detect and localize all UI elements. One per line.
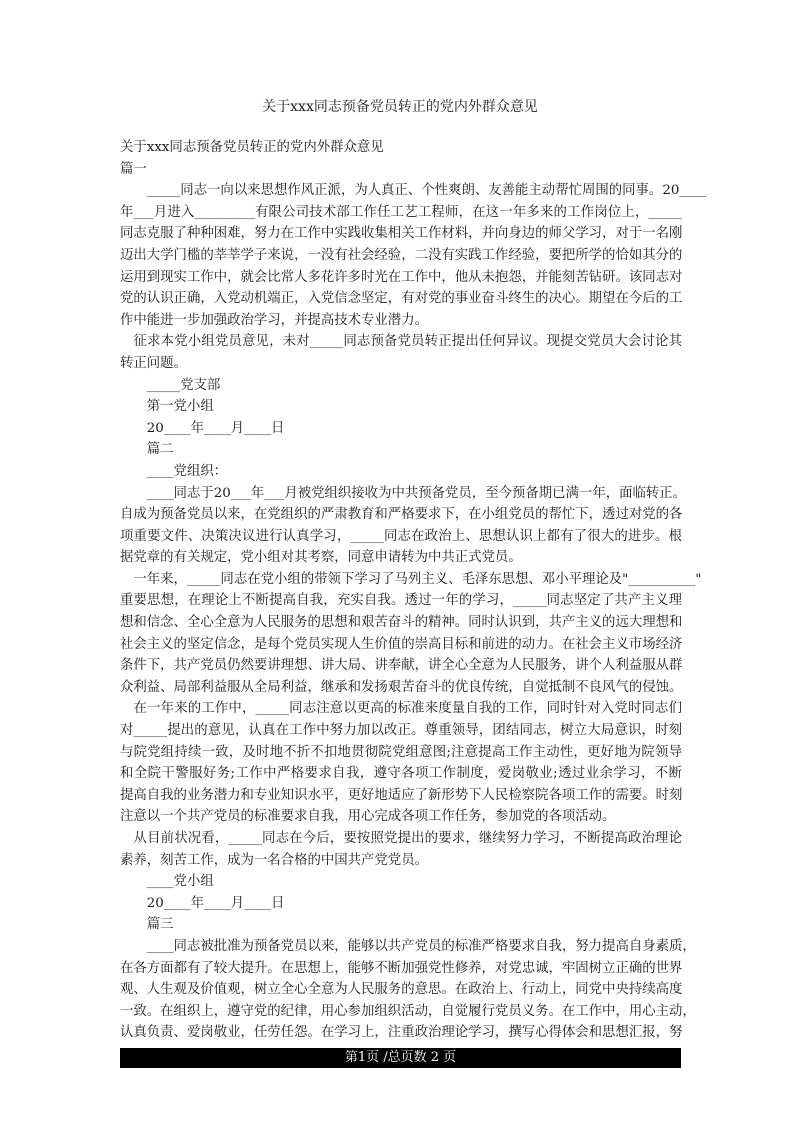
document-body bbox=[120, 137, 707, 1044]
text-line: 众利益、局部利益服从全局利益，继承和发扬艰苦奋斗的优良传统，自觉抵制不良风气的侵蚀。 bbox=[120, 679, 683, 695]
text-line: 注意以一个共产党员的标准要求自我，用心完成各项工作任务，参加党的各项活动。 bbox=[120, 809, 616, 825]
text-line: ____同志于20___年___月被党组织接收为中共预备党员，至今预备期已满一年，面临转正。 bbox=[120, 485, 687, 501]
text-line: _____党支部 bbox=[120, 377, 221, 393]
text-line: 一致。在组织上，遵守党的纪律，用心参加组织活动，自觉履行党员义务。在工作中，用心主动， bbox=[120, 1003, 696, 1019]
text-line: 迈出大学门槛的莘莘学子来说，一没有社会经验，二没有实践工作经验，要把所学的恰如其分的 bbox=[120, 247, 683, 263]
text-line: 提高自我的业务潜力和专业知识水平，更好地适应了新形势下人民检察院各项工作的需要。时刻 bbox=[120, 787, 683, 803]
text-line: 转正问题。 bbox=[120, 355, 187, 371]
text-line: 篇二 bbox=[120, 442, 174, 458]
text-line: 据党章的有关规定，党小组对其考察，同意申请转为中共正式党员。 bbox=[120, 550, 522, 566]
text-line: 从目前状况看，_____同志在今后，要按照党提出的要求，继续努力学习，不断提高政治理论 bbox=[120, 831, 682, 846]
text-line: ____党小组 bbox=[120, 874, 214, 890]
text-line: 年___月进入_________有限公司技术部工作任工艺工程师，在这一年多来的工作岗位上，_____ bbox=[120, 204, 682, 220]
text-line: 同志克服了种种困难，努力在工作中实践收集相关工作材料，并向身边的师父学习，对于一名刚 bbox=[120, 226, 683, 242]
page-footer-bar bbox=[120, 1048, 681, 1068]
text-line: ____同志被批准为预备党员以来，能够以共产党员的标准严格要求自我，努力提高自身素质， bbox=[120, 938, 696, 954]
text-line: 项重要文件、决策决议进行认真学习，_____同志在政治上、思想认识上都有了很大的进步。根 bbox=[120, 528, 682, 544]
text-line: 素养，刻苦工作，成为一名合格的中国共产党党员。 bbox=[120, 852, 428, 868]
text-line: ____党组织： bbox=[120, 463, 228, 479]
text-line: 在各方面都有了较大提升。在思想上，能够不断加强党性修养，对党忠诚，牢固树立正确的世界 bbox=[120, 960, 683, 976]
text-line: 一年来，_____同志在党小组的带领下学习了马列主义、毛泽东思想、邓小平理论及"__________" bbox=[120, 571, 702, 587]
text-line: 条件下，共产党员仍然要讲理想、讲大局、讲奉献，讲全心全意为人民服务，讲个人利益服从群 bbox=[120, 658, 683, 674]
text-line: 认真负责、爱岗敬业，任劳任怨。在学习上，注重政治理论学习，撰写心得体会和思想汇报，努 bbox=[120, 1025, 683, 1041]
text-line: 征求本党小组党员意见，未对_____同志预备党员转正提出任何异议。现提交党员大会讨论其 bbox=[120, 334, 682, 350]
text-line: 社会主义的坚定信念，是每个党员实现人生价值的崇高目标和前进的动力。在社会主义市场经济 bbox=[120, 636, 683, 652]
text-line: 重要思想，在理论上不断提高自我，充实自我。透过一年的学习，_____同志坚定了共产主义理 bbox=[120, 593, 682, 609]
text-line: 篇一 bbox=[120, 161, 147, 177]
text-line: 篇三 bbox=[120, 917, 174, 933]
text-line: 自成为预备党员以来，在党组织的严肃教育和严格要求下，在小组党员的帮忙下，透过对党的各 bbox=[120, 507, 683, 523]
page-title: 关于xxx同志预备党员转正的党内外群众意见 bbox=[262, 99, 538, 115]
text-line: 对_____提出的意见，认真在工作中努力加以改正。尊重领导，团结同志，树立大局意识，时刻 bbox=[120, 723, 682, 739]
text-line: 作中能进一步加强政治学习，并提高技术专业潜力。 bbox=[120, 312, 428, 328]
text-line: 关于xxx同志预备党员转正的党内外群众意见 bbox=[120, 140, 384, 155]
page-number-label: 第1页 /总页数 2 页 bbox=[344, 1050, 457, 1065]
text-line: 观、人生观及价值观，树立全心全意为人民服务的意思。在政治上、行动上，同党中央持续高度 bbox=[120, 982, 683, 998]
text-line: 和全院干警服好务;工作中严格要求自我，遵守各项工作制度，爱岗敬业;透过业余学习，不断 bbox=[120, 766, 682, 782]
text-line: 党的认识正确，入党动机端正，入党信念坚定，有对党的事业奋斗终生的决心。期望在今后的工 bbox=[120, 291, 683, 307]
text-line: 想和信念、全心全意为人民服务的思想和艰苦奋斗的精神。同时认识到，共产主义的远大理想和 bbox=[120, 615, 683, 631]
text-line: 第一党小组 bbox=[120, 399, 214, 415]
text-line: 20____年____月____日 bbox=[120, 420, 285, 436]
text-line: _____同志一向以来思想作风正派，为人真正、个性爽朗、友善能主动帮忙周围的同事。20____ bbox=[120, 183, 707, 199]
text-line: 运用到现实工作中，就会比常人多花许多时光在工作中，他从未抱怨，并能刻苦钻研。该同志对 bbox=[120, 269, 683, 285]
text-line: 与院党组持续一致，及时地不折不扣地贯彻院党组意图;注意提高工作主动性，更好地为院领导 bbox=[120, 744, 682, 760]
text-line: 在一年来的工作中，_____同志注意以更高的标准来度量自我的工作，同时针对入党时同志们 bbox=[120, 701, 682, 717]
text-line: 20____年____月____日 bbox=[120, 895, 285, 911]
